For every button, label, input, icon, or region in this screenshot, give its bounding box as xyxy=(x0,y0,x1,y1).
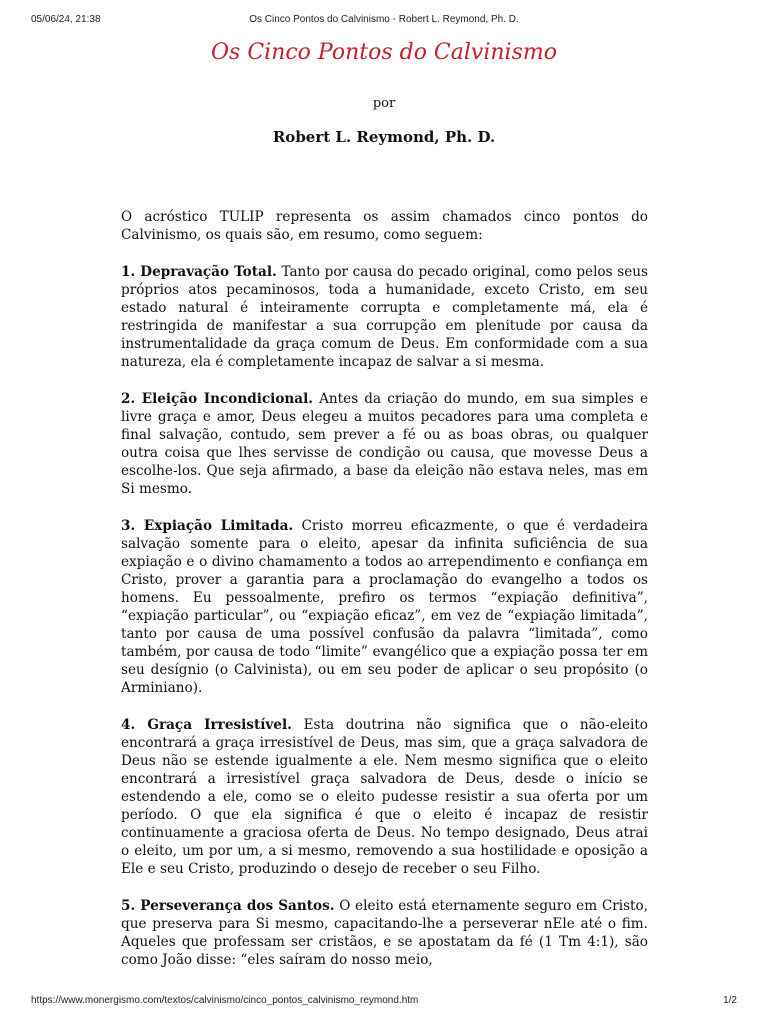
print-page-title: Os Cinco Pontos do Calvinismo - Robert L. Reymond, Ph. D. xyxy=(249,14,519,25)
point-text-5: O eleito está eternamente seguro em Cristo, que preserva para Si mesmo, capacitando-lhe a perseverar nEle até o fim. Aqueles que professam ser cristãos, e se apostatam da fé (1 Tm 4:1), são como João disse: “eles saíram do nosso meio, xyxy=(121,898,649,968)
point-text-3: Cristo morreu eficazmente, o que é verdadeira salvação somente para o eleito, apesar da infinita suficiência de sua expiação e o divino chamamento a todos ao arrependimento e confiança em Cristo, prover a garantia para a proclamação do evangelho a todos os homens. Eu pessoalmente, prefiro os termos “expiação definitiva”, “expiação particular”, ou “expiação eficaz”, em vez de “expiação limitada”, tanto por causa de uma possível confusão da palavra “limitada”, como também, por causa de todo “limite” evangélico que a expiação possa ter em seu desígnio (o Calvinista), ou em seu poder de aplicar o seu propósito (o Arminiano). xyxy=(121,518,649,696)
point-paragraph-4 xyxy=(121,716,648,878)
page-number: 1/2 xyxy=(723,995,737,1006)
point-paragraph-2 xyxy=(121,390,648,498)
print-footer xyxy=(0,995,768,1009)
point-text-1: Tanto por causa do pecado original, como pelos seus próprios atos pecaminosos, toda a humanidade, exceto Cristo, em seu estado natural é inteiramente corrupta e completamente má, ela é restringida de manifestar a sua corrupção em plenitude por causa da instrumentalidade da graça comum de Deus. Em conformidade com a sua natureza, ela é completamente incapaz de salvar a si mesma. xyxy=(121,264,649,370)
intro-paragraph: O acróstico TULIP representa os assim chamados cinco pontos do Calvinismo, os quais são, em resumo, como seguem: xyxy=(121,209,648,243)
point-paragraph-3 xyxy=(121,517,648,697)
point-heading-3: 3. Expiação Limitada. xyxy=(121,518,294,534)
point-heading-5: 5. Perseverança dos Santos. xyxy=(121,898,335,914)
point-text-2: Antes da criação do mundo, em sua simples e livre graça e amor, Deus elegeu a muitos pecadores para uma completa e final salvação, contudo, sem prever a fé ou as boas obras, ou qualquer outra coisa que lhes servisse de condição ou causa, que movesse Deus a escolhe-los. Que seja afirmado, a base da eleição não estava neles, mas em Si mesmo. xyxy=(121,391,648,497)
point-text-4: Esta doutrina não significa que o não-eleito encontrará a graça irresistível de Deus, mas sim, que a graça salvadora de Deus não se estende igualmente a ele. Nem mesmo significa que o eleito encontrará a irresistível graça salvadora de Deus, desde o início se estendendo a ele, como se o eleito pudesse resistir a sua oferta por um período. O que ela significa é que o eleito é incapaz de resistir continuamente a graciosa oferta de Deus. No tempo designado, Deus atrai o eleito, um por um, a si mesmo, removendo a sua hostilidade e oposição a Ele e seu Cristo, produzindo o desejo de receber o seu Filho. xyxy=(121,717,648,877)
document-title: Os Cinco Pontos do Calvinismo xyxy=(211,40,557,65)
point-heading-4: 4. Graça Irresistível. xyxy=(121,717,292,733)
document-body xyxy=(121,208,648,988)
point-paragraph-1 xyxy=(121,263,648,371)
point-heading-1: 1. Depravação Total. xyxy=(121,264,277,280)
print-datetime: 05/06/24, 21:38 xyxy=(31,14,101,25)
author-name: Robert L. Reymond, Ph. D. xyxy=(272,128,496,146)
point-paragraph-5 xyxy=(121,897,648,969)
point-heading-2: 2. Eleição Incondicional. xyxy=(121,391,313,407)
print-header xyxy=(0,14,768,28)
print-url: https://www.monergismo.com/textos/calvinismo/cinco_pontos_calvinismo_reymond.htm xyxy=(31,995,419,1006)
byline: por xyxy=(372,96,396,111)
